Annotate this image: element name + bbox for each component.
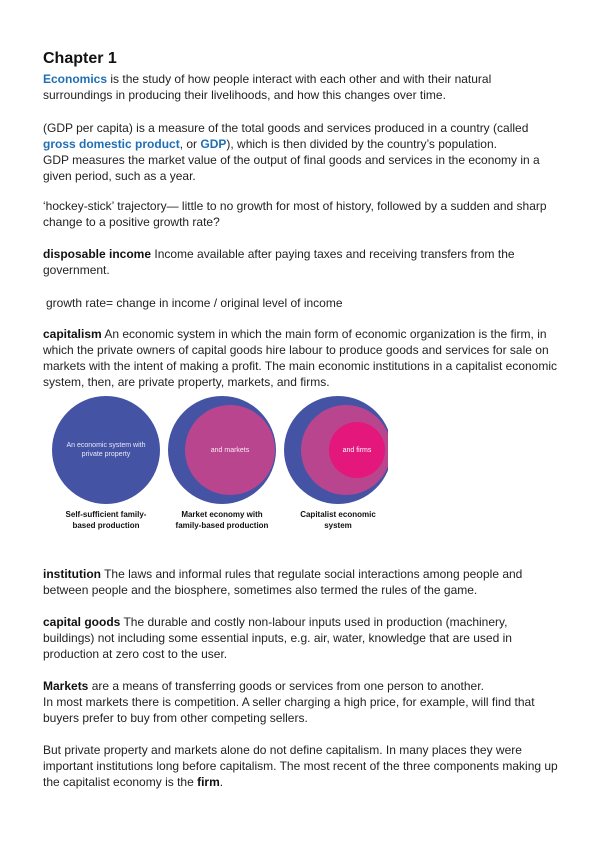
closing-paragraph	[43, 742, 559, 790]
circles-diagram	[48, 395, 388, 505]
capitalism-definition	[43, 326, 559, 390]
firm-term: firm	[197, 775, 220, 789]
gdp-abbr: GDP	[200, 137, 227, 151]
circle1-label-line1: An economic system with	[66, 442, 146, 449]
gdp-term: gross domestic product	[43, 137, 180, 151]
institution-definition	[43, 566, 559, 598]
economics-term: Economics	[43, 72, 108, 86]
closing-text: But private property and markets alone do not define capitalism. In many places they were important institutions long before capitalism. The most recent of the three components making up the capitalist economy is the	[43, 743, 558, 789]
gdp-text-3: ), which is then divided by the country’s population.	[226, 137, 497, 151]
institution-term: institution	[43, 567, 101, 581]
economics-definition	[43, 71, 559, 103]
disposable-income-definition	[43, 246, 559, 278]
gdp-line-2: GDP measures the market value of the output of final goods and services in the economy in a given period, such as a year.	[43, 153, 540, 183]
circle2-label: and markets	[210, 447, 250, 454]
capital-goods-term: capital goods	[43, 615, 121, 629]
caption-self-sufficient: Self-sufficient family-based production	[65, 510, 147, 530]
disposable-income-def: Income available after paying taxes and receiving transfers from the government.	[43, 247, 515, 277]
chapter-title: Chapter 1	[43, 50, 117, 67]
markets-line-2: In most markets there is competition. A seller charging a high price, for example, will find that buyers prefer to buy from other competing sellers.	[43, 695, 535, 725]
private-property-circle	[52, 396, 160, 504]
gdp-paragraph	[43, 120, 559, 184]
economic-systems-figure	[48, 395, 388, 545]
institution-def: The laws and informal rules that regulate social interactions among people and between people and the biosphere, sometimes also termed the rules of the game.	[43, 567, 523, 597]
capitalism-def: An economic system in which the main form of economic organization is the firm, in which the private owners of capital goods hire labour to produce goods and services for sale on markets with the intent of making a profit. The main economic institutions in a capitalist economic system, then, are private property, markets, and firms.	[43, 327, 558, 389]
markets-term: Markets	[43, 679, 89, 693]
capital-goods-def: The durable and costly non-labour inputs used in production (machinery, buildings) not including some essential inputs, e.g. air, water, knowledge that are used in production at zero cost to the user.	[43, 615, 512, 661]
capitalism-term: capitalism	[43, 327, 102, 341]
circle1-label-line2: private property	[81, 451, 131, 458]
caption-capitalist-system: Capitalist economic system	[300, 510, 376, 530]
closing-end: .	[219, 775, 224, 789]
markets-def: are a means of transferring goods or services from one person to another.	[88, 679, 484, 693]
growth-rate-formula: growth rate= change in income / original level of income	[46, 296, 343, 310]
gdp-text-1: (GDP per capita) is a measure of the total goods and services produced in a country (called	[43, 121, 529, 135]
hockey-stick-question: ‘hockey-stick’ trajectory— little to no growth for most of history, followed by a sudden and sharp change to a positive growth rate?	[43, 199, 547, 229]
caption-market-economy: Market economy with family-based production	[175, 510, 269, 530]
disposable-income-term: disposable income	[43, 247, 152, 261]
gdp-text-2: , or	[179, 137, 201, 151]
markets-definition	[43, 678, 559, 726]
economics-def-text: is the study of how people interact with each other and with their natural surroundings in producing their livelihoods, and how this changes over time.	[43, 72, 492, 102]
capital-goods-definition	[43, 614, 559, 662]
circle3-label: and firms	[342, 447, 372, 454]
